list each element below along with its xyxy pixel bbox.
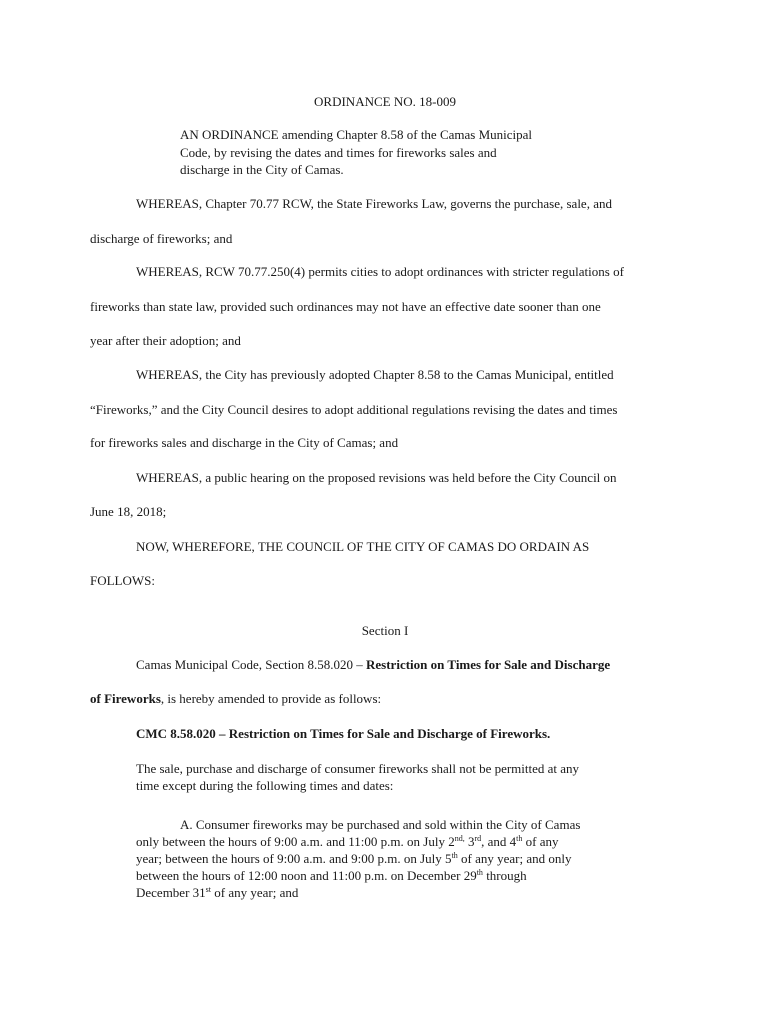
paragraph-line: WHEREAS, a public hearing on the proposed revisions was held before the City Council on: [136, 470, 617, 485]
text-run: of any year; and only: [457, 851, 572, 866]
ordinance-title: ORDINANCE NO. 18-009: [314, 94, 456, 109]
paragraph-line: [90, 691, 381, 707]
section-heading: Section I: [361, 623, 409, 638]
paragraph-line: WHEREAS, RCW 70.77.250(4) permits cities to adopt ordinances with stricter regulations of: [136, 264, 624, 279]
paragraph-line: NOW, WHEREFORE, THE COUNCIL OF THE CITY OF CAMAS DO ORDAIN AS: [136, 539, 590, 554]
intro-text: , is hereby amended to provide as follows:: [160, 691, 382, 706]
text-run: through: [482, 868, 527, 883]
text-run: 3: [464, 834, 475, 849]
paragraph-line: FOLLOWS:: [90, 573, 155, 588]
text-run: of any: [522, 834, 559, 849]
paragraph-line: WHEREAS, Chapter 70.77 RCW, the State Fireworks Law, governs the purchase, sale, and: [136, 196, 612, 211]
paragraph-line: year after their adoption; and: [90, 333, 241, 348]
title-line: Code, by revising the dates and times for fireworks sales and: [180, 145, 497, 160]
paragraph-line: [136, 657, 610, 673]
text-run: December 31: [136, 885, 206, 900]
section-title-bold: Restriction on Times for Sale and Discharge: [366, 657, 611, 672]
superscript: th: [451, 851, 458, 860]
paragraph-line: “Fireworks,” and the City Council desires to adopt additional regulations revising the dates and times: [90, 402, 618, 417]
paragraph-line: [136, 885, 298, 901]
paragraph-line: discharge of fireworks; and: [90, 231, 233, 246]
paragraph-line: The sale, purchase and discharge of consumer fireworks shall not be permitted at any: [136, 761, 580, 776]
paragraph-line: for fireworks sales and discharge in the City of Camas; and: [90, 435, 399, 450]
title-line: AN ORDINANCE amending Chapter 8.58 of the Camas Municipal: [180, 127, 533, 142]
paragraph-line: June 18, 2018;: [90, 504, 167, 519]
superscript: rd: [474, 834, 482, 843]
cmc-heading: CMC 8.58.020 – Restriction on Times for Sale and Discharge of Fireworks.: [136, 726, 551, 741]
title-line: discharge in the City of Camas.: [180, 162, 344, 177]
superscript: th: [516, 834, 523, 843]
superscript: st: [205, 885, 212, 894]
text-run: only between the hours of 9:00 a.m. and 11:00 p.m. on July 2: [136, 834, 455, 849]
text-run: of any year; and: [211, 885, 299, 900]
text-run: year; between the hours of 9:00 a.m. and 9:00 p.m. on July 5: [136, 851, 452, 866]
paragraph-line: time except during the following times and dates:: [136, 778, 394, 793]
paragraph-line: [136, 851, 572, 867]
paragraph-line: [136, 868, 527, 884]
intro-text: Camas Municipal Code, Section 8.58.020 –: [136, 657, 367, 672]
paragraph-line: A. Consumer fireworks may be purchased and sold within the City of Camas: [180, 817, 581, 832]
text-run: between the hours of 12:00 noon and 11:00 p.m. on December 29: [136, 868, 477, 883]
text-run: , and 4: [481, 834, 517, 849]
section-title-bold: of Fireworks: [90, 691, 161, 706]
paragraph-line: WHEREAS, the City has previously adopted Chapter 8.58 to the Camas Municipal, entitled: [136, 367, 614, 382]
superscript: nd,: [454, 834, 465, 843]
superscript: th: [476, 868, 483, 877]
paragraph-line: [136, 834, 559, 850]
paragraph-line: fireworks than state law, provided such ordinances may not have an effective date sooner than one: [90, 299, 601, 314]
